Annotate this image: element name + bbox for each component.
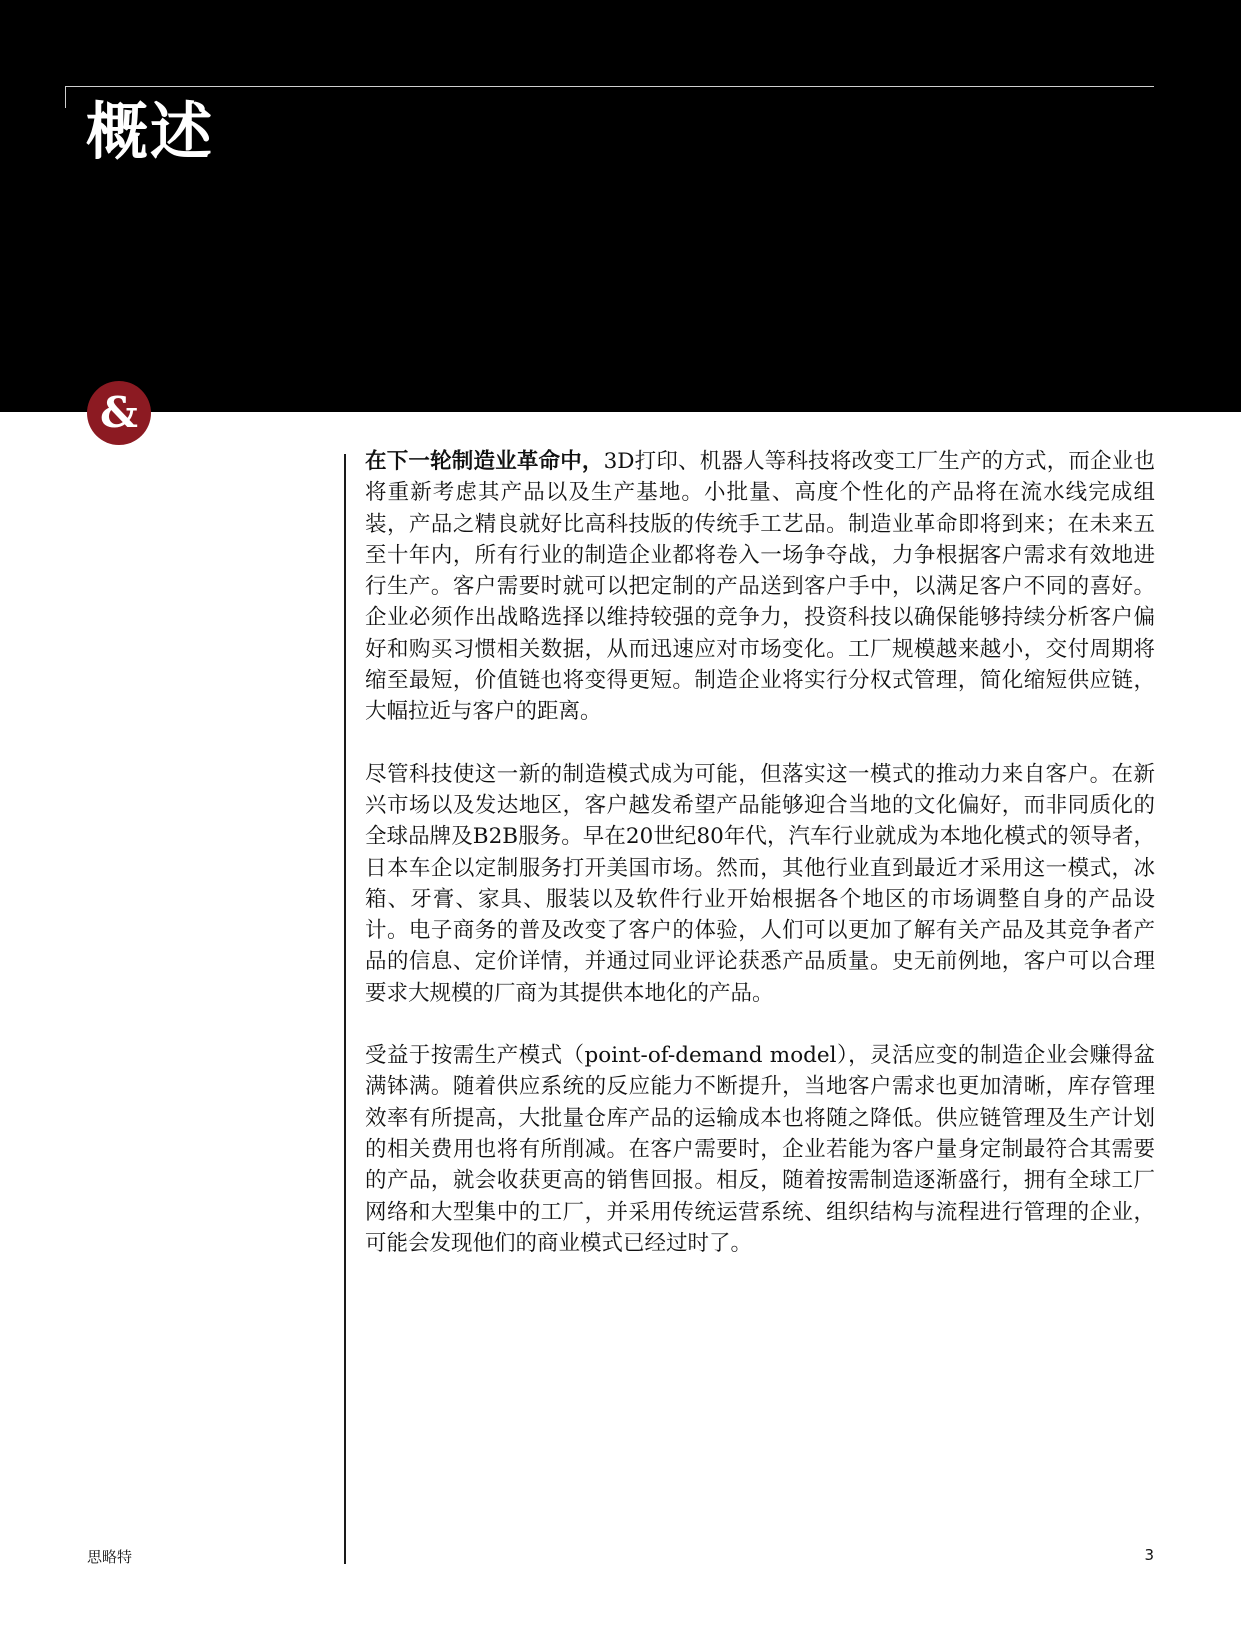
paragraph-1-text: 3D打印、机器人等科技将改变工厂生产的方式，而企业也将重新考虑其产品以及生产基地。小批量、高度个性化的产品将在流水线完成组装，产品之精良就好比高科技版的传统手工艺品。制造业革命即将到来；在未来五至十年内，所有行业的制造企业都将卷入一场争夺战，力争根据客户需求有效地进行生产。客户需要时就可以把定制的产品送到客户手中，以满足客户不同的喜好。企业必须作出战略选择以维持较强的竞争力，投资科技以确保能够持续分析客户偏好和购买习惯相关数据，从而迅速应对市场变化。工厂规模越来越小，交付周期将缩至最短，价值链也将变得更短。制造企业将实行分权式管理，简化缩短供应链，大幅拉近与客户的距离。 [365,449,1155,725]
body-text [365,446,1155,1290]
paragraph-3: 受益于按需生产模式（point-of-demand model），灵活应变的制造企业会赚得盆满钵满。随着供应系统的反应能力不断提升，当地客户需求也更加清晰，库存管理效率有所提高，大批量仓库产品的运输成本也将随之降低。供应链管理及生产计划的相关费用也将有所削减。在客户需要时，企业若能为客户量身定制最符合其需要的产品，就会收获更高的销售回报。相反，随着按需制造逐渐盛行，拥有全球工厂网络和大型集中的工厂，并采用传统运营系统、组织结构与流程进行管理的企业，可能会发现他们的商业模式已经过时了。 [365,1043,1155,1256]
footer-brand: 思略特 [87,1548,133,1566]
column-divider [344,454,346,1564]
header-band [0,0,1241,412]
page-title: 概述 [86,95,215,168]
ampersand-logo-icon: & [87,381,151,445]
page-number: 3 [1144,1546,1154,1564]
paragraph-1-lead: 在下一轮制造业革命中， [365,449,604,474]
header-rule-tick [65,86,66,108]
header-rule [65,86,1154,87]
paragraph-1 [365,446,1155,728]
paragraph-2: 尽管科技使这一新的制造模式成为可能，但落实这一模式的推动力来自客户。在新兴市场以及发达地区，客户越发希望产品能够迎合当地的文化偏好，而非同质化的全球品牌及B2B服务。早在20世纪80年代，汽车行业就成为本地化模式的领导者，日本车企以定制服务打开美国市场。然而，其他行业直到最近才采用这一模式，冰箱、牙膏、家具、服装以及软件行业开始根据各个地区的市场调整自身的产品设计。电子商务的普及改变了客户的体验，人们可以更加了解有关产品及其竞争者产品的信息、定价详情，并通过同业评论获悉产品质量。史无前例地，客户可以合理要求大规模的厂商为其提供本地化的产品。 [365,761,1155,1006]
